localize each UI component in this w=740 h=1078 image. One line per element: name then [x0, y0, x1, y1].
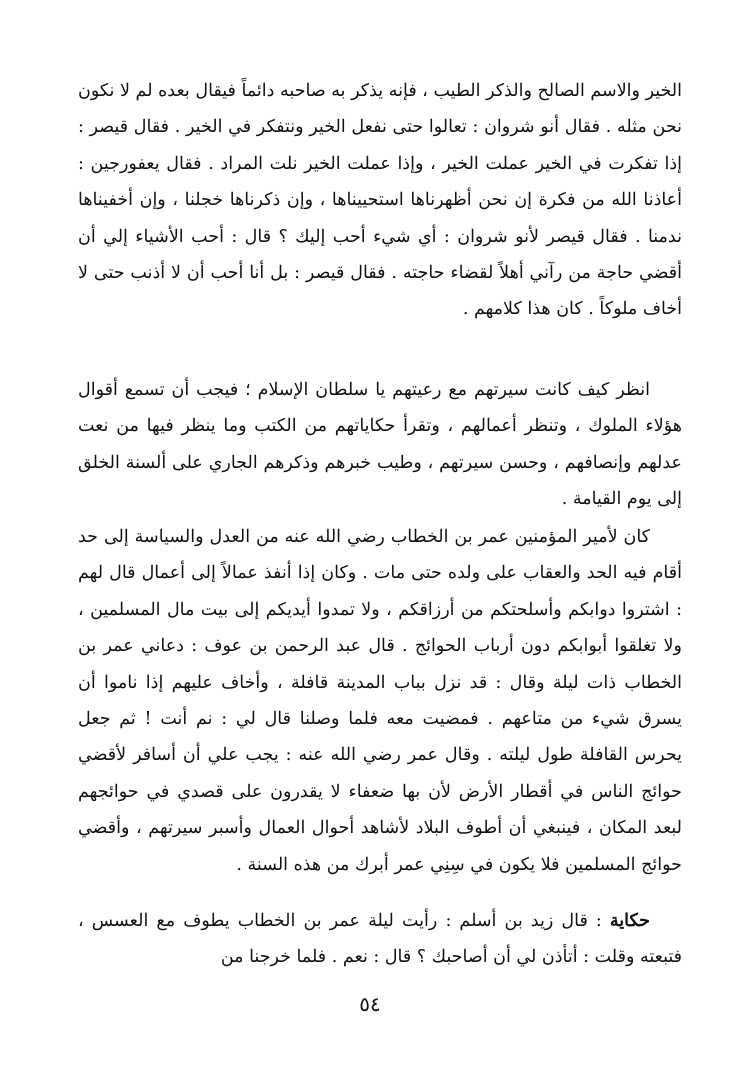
- paragraph-1-text: الخير والاسم الصالح والذكر الطيب ، فإنه يذكر به صاحبه دائماً فيقال بعده لم لا نكون نحن مثله . فقال أنو شروان : تعالوا حتى نفعل الخير ونتفكر في الخير . فقال قيصر : إذا تفكرت في الخير عملت الخير ، وإذا عملت الخير نلت المراد . فقال يعفورجين : أعاذنا الله من فكرة إن نحن أظهرناها استحييناها ، وإن ذكرناها خجلنا ، وإن أخفيناها ندمنا . فقال قيصر لأنو شروان : أي شيء أحب إليك ؟ قال : أحب الأشياء إلي أن أقضي حاجة من رآني أهلاً لقضاء حاجته . فقال قيصر : بل أنا أحب أن لا أذنب حتى لا أخاف ملوكاً . كان هذا كلامهم .: [78, 81, 682, 320]
- paragraph-2-text: انظر كيف كانت سيرتهم مع رعيتهم يا سلطان الإسلام ؛ فيجب أن تسمع أقوال هؤلاء الملوك ، وتنظر أعمالهم ، وتقرأ حكاياتهم من الكتب وما ينظر فيها من نعت عدلهم وإنصافهم ، وحسن سيرتهم ، وطيب خبرهم وذكرهم الجاري على ألسنة الخلق إلى يوم القيامة .: [78, 380, 682, 510]
- paragraph-1: [78, 73, 682, 328]
- paragraph-3: [78, 519, 682, 883]
- paragraph-4-body: [78, 903, 682, 976]
- story-label: حكاية: [609, 911, 650, 931]
- page-number: ٥٤: [359, 992, 381, 1016]
- paragraph-4: [78, 903, 682, 976]
- paragraph-2: [78, 372, 682, 518]
- paragraph-3-text: كان لأمير المؤمنين عمر بن الخطاب رضي الله عنه من العدل والسياسة إلى حد أقام فيه الحد والعقاب على ولده حتى مات . وكان إذا أنفذ عمالاً إلى أعمال قال لهم : اشتروا دوابكم وأسلحتكم من أرزاقكم ، ولا تمدوا أيديكم إلى بيت مال المسلمين ، ولا تغلقوا أبوابكم دون أرباب الحوائج . قال عبد الرحمن بن عوف : دعاني عمر بن الخطاب ذات ليلة وقال : قد نزل بباب المدينة قافلة ، وأخاف عليهم إذا ناموا أن يسرق شيء من متاعهم . فمضيت معه فلما وصلنا قال لي : نم أنت ! ثم جعل يحرس القافلة طول ليلته . وقال عمر رضي الله عنه : يجب علي أن أسافر لأقضي حوائج الناس في أقطار الأرض لأن بها ضعفاء لا يقدرون على قصدي في حوائجهم لبعد المكان ، فينبغي أن أطوف البلاد لأشاهد أحوال العمال وأسبر سيرتهم ، وأقضي حوائج المسلمين فلا يكون في سِنِي عمر أبرك من هذه السنة .: [78, 527, 682, 875]
- paragraph-4-text: : قال زيد بن أسلم : رأيت ليلة عمر بن الخطاب يطوف مع العسس ، فتبعته وقلت : أتأذن لي أن أصاحبك ؟ قال : نعم . فلما خرجنا من: [78, 911, 682, 968]
